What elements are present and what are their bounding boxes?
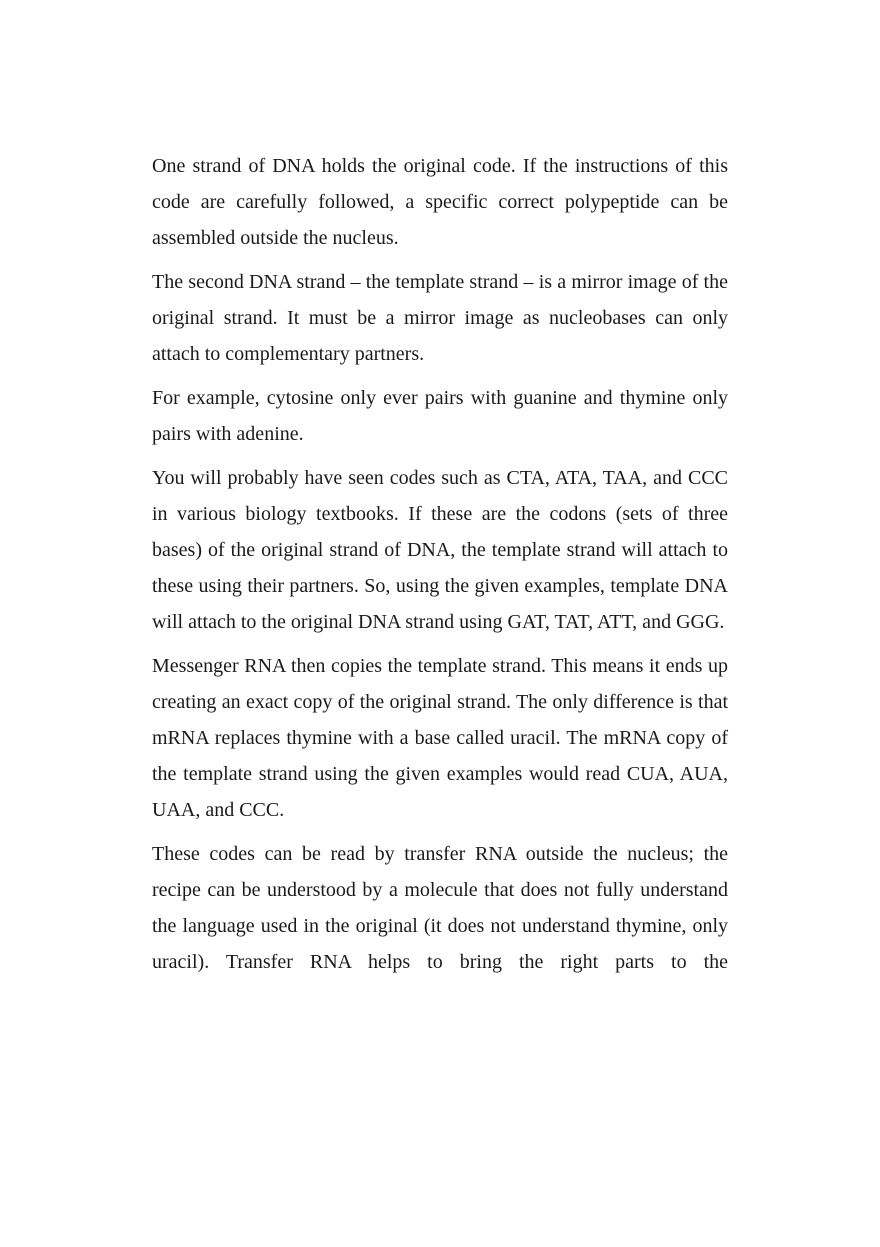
paragraph-base-pairing: For example, cytosine only ever pairs with guanine and thymine only pairs with adenine. (152, 387, 728, 445)
paragraph-dna-original-code: One strand of DNA holds the original code. If the instructions of this code are carefully followed, a specific correct polypeptide can be assembled outside the nucleus. (152, 155, 728, 249)
paragraph-messenger-rna: Messenger RNA then copies the template strand. This means it ends up creating an exact copy of the original strand. The only difference is that mRNA replaces thymine with a base called uracil. The mRNA copy of the template strand using the given examples would read CUA, AUA, UAA, and CCC. (152, 655, 728, 821)
paragraph-codons: You will probably have seen codes such as CTA, ATA, TAA, and CCC in various biology textbooks. If these are the codons (sets of three bases) of the original strand of DNA, the template strand will attach to these using their partners. So, using the given examples, template DNA will attach to the original DNA strand using GAT, TAT, ATT, and GGG. (152, 467, 728, 633)
paragraph-transfer-rna: These codes can be read by transfer RNA outside the nucleus; the recipe can be understood by a molecule that does not fully understand the language used in the original (it does not understand thymine, only uracil). Transfer RNA helps to bring the right parts to the (152, 843, 728, 973)
body-text (152, 148, 728, 988)
paragraph-template-strand: The second DNA strand – the template strand – is a mirror image of the original strand. It must be a mirror image as nucleobases can only attach to complementary partners. (152, 271, 728, 365)
